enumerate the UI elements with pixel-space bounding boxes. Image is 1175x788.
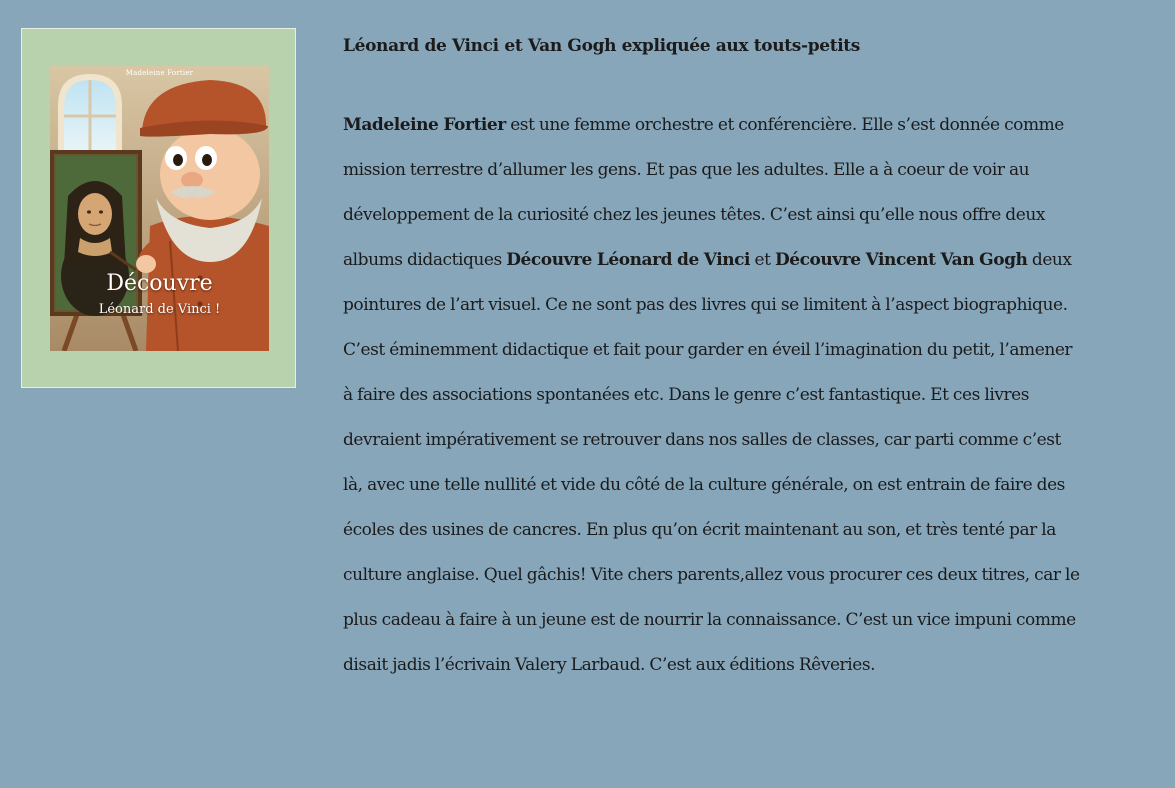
text: pointures de l’art visuel. Ce ne sont pas des livres qui se limitent à l’aspect biographique. bbox=[343, 295, 1068, 315]
text: est une femme orchestre et conférencière. Elle s’est donnée comme bbox=[505, 115, 1064, 135]
cover-author: Madeleine Fortier bbox=[125, 69, 194, 77]
text: deux bbox=[1027, 250, 1072, 270]
article-line bbox=[343, 335, 1158, 380]
bold-text: Madeleine Fortier bbox=[343, 115, 506, 135]
bold-text: Découvre Vincent Van Gogh bbox=[774, 250, 1028, 270]
text: disait jadis l’écrivain Valery Larbaud. C’est aux éditions Rêveries. bbox=[343, 655, 876, 675]
article-line bbox=[343, 155, 1158, 200]
text: à faire des associations spontanées etc. Dans le genre c’est fantastique. Et ces livres bbox=[343, 385, 1030, 405]
book-cover-image bbox=[50, 66, 269, 351]
article-line bbox=[343, 605, 1158, 650]
text: plus cadeau à faire à un jeune est de nourrir la connaissance. C’est un vice impuni comme bbox=[343, 610, 1076, 630]
text: C’est éminemment didactique et fait pour garder en éveil l’imagination du petit, l’amener bbox=[343, 340, 1073, 360]
article-line bbox=[343, 290, 1158, 335]
article-body bbox=[343, 110, 1158, 695]
article-line bbox=[343, 200, 1158, 245]
article-line bbox=[343, 425, 1158, 470]
text: écoles des usines de cancres. En plus qu’on écrit maintenant au son, et très tenté par la bbox=[343, 520, 1056, 540]
article-line bbox=[343, 380, 1158, 425]
cover-title-line-1: Découvre bbox=[106, 271, 213, 296]
text: albums didactiques bbox=[343, 250, 507, 270]
text: développement de la curiosité chez les jeunes têtes. C’est ainsi qu’elle nous offre deux bbox=[343, 205, 1045, 225]
article-line bbox=[343, 110, 1158, 155]
book-cover-frame bbox=[21, 28, 296, 388]
cover-title-line-2: Léonard de Vinci ! bbox=[98, 302, 221, 317]
article-line bbox=[343, 650, 1158, 695]
text: et bbox=[750, 250, 775, 270]
article-line bbox=[343, 245, 1158, 290]
article-line bbox=[343, 470, 1158, 515]
bold-text: Découvre Léonard de Vinci bbox=[506, 250, 751, 270]
article-line bbox=[343, 560, 1158, 605]
article-content bbox=[343, 32, 1158, 675]
article-title: Léonard de Vinci et Van Gogh expliquée aux touts-petits bbox=[343, 36, 861, 56]
text: devraient impérativement se retrouver dans nos salles de classes, car parti comme c’est bbox=[343, 430, 1061, 450]
text: mission terrestre d’allumer les gens. Et pas que les adultes. Elle a à coeur de voir au bbox=[343, 160, 1030, 180]
article-line bbox=[343, 515, 1158, 560]
text: culture anglaise. Quel gâchis! Vite chers parents,allez vous procurer ces deux titres, car le bbox=[343, 565, 1080, 585]
text: là, avec une telle nullité et vide du côté de la culture générale, on est entrain de faire des bbox=[343, 475, 1065, 495]
